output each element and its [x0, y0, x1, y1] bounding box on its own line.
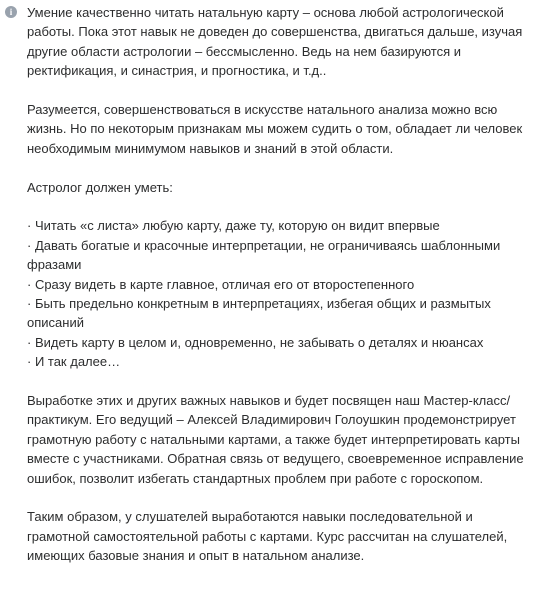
list-item: · Видеть карту в целом и, одновременно, не забывать о деталях и нюансах: [27, 334, 484, 350]
list-item: · Читать «с листа» любую карту, даже ту, которую он видит впервые: [27, 218, 440, 234]
skills-list: [27, 216, 527, 371]
post-text: [27, 3, 527, 585]
paragraph-masterclass: Выработке этих и других важных навыков и будет посвящен наш Мастер-класс/практикум. Его ведущий – Алексей Владимирович Голоушкин продемонстрирует грамотную работу с натальными картами, а также будет интерпретировать карты вместе с участниками. Обратная связь от ведущего, своевременное исправление ошибок, позволит избегать стандартных проблем при работе с гороскопом.: [27, 393, 524, 486]
list-item: · Сразу видеть в карте главное, отличая его от второстепенного: [27, 276, 415, 292]
paragraph-improvement: Разумеется, совершенствоваться в искусстве натального анализа можно всю жизнь. Но по некоторым признакам мы можем судить о том, обладает ли человек необходимым минимумом навыков и знаний в этой области.: [27, 102, 523, 156]
paragraph-intro: Умение качественно читать натальную карту – основа любой астрологической работы. Пока этот навык не доведен до совершенства, двигаться дальше, изучая другие области астрологии – бессмысленно. Ведь на нем базируются и ректификация, и синастрия, и прогностика, и т.д..: [27, 5, 523, 79]
info-icon: i: [5, 6, 17, 18]
list-intro: Астролог должен уметь:: [27, 179, 173, 195]
paragraph-conclusion: Таким образом, у слушателей выработаются навыки последовательной и грамотной самостоятельной работы с картами. Курс рассчитан на слушателей, имеющих базовые знания и опыт в натальном анализе.: [27, 509, 508, 564]
list-item: · И так далее…: [27, 354, 121, 370]
list-item: · Давать богатые и красочные интерпретации, не ограничиваясь шаблонными фразами: [27, 237, 501, 273]
list-item: · Быть предельно конкретным в интерпретациях, избегая общих и размытых описаний: [27, 296, 491, 331]
